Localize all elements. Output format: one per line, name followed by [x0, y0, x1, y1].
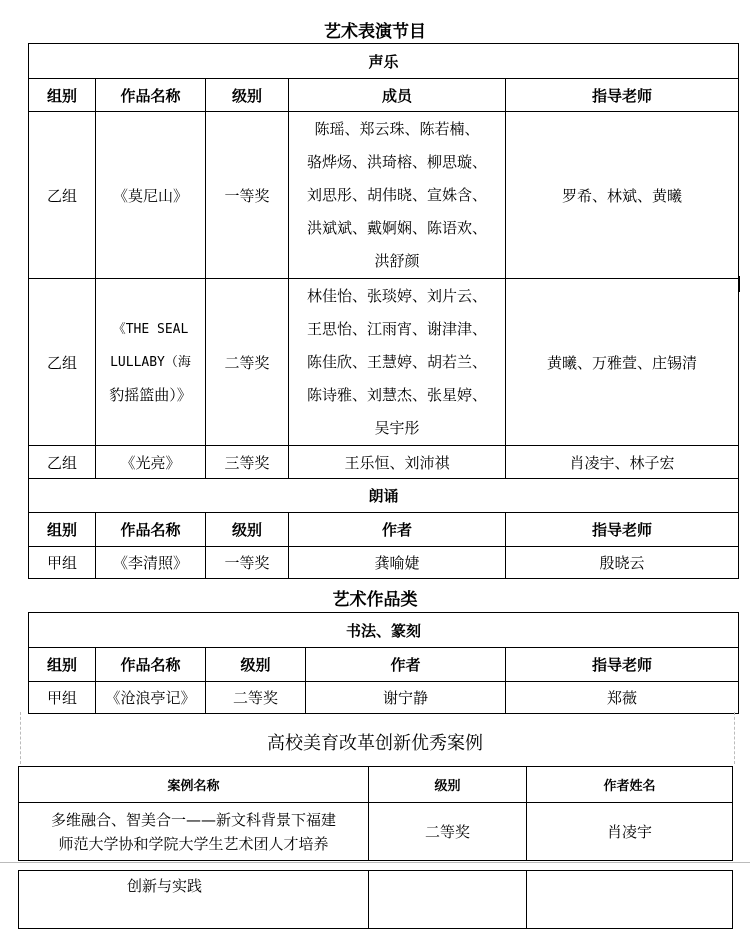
work-line: 豹摇篮曲）》 [109, 385, 192, 404]
section-recitation: 朗诵 [29, 479, 739, 513]
cell-teacher: 郑薇 [506, 682, 739, 714]
header-teachers: 指导老师 [506, 513, 739, 547]
table-row [29, 112, 739, 279]
cell-group: 甲组 [29, 547, 96, 579]
cases-continuation-table [18, 870, 733, 929]
cell-teachers: 黄曦、万雅萱、庄锡清 [506, 279, 739, 446]
recitation-header-row [29, 513, 739, 547]
header-case-name: 案例名称 [19, 767, 369, 803]
case-title: 高校美育改革创新优秀案例 [267, 733, 483, 754]
header-members: 成员 [289, 79, 506, 112]
header-case-level: 级别 [369, 767, 527, 803]
table-row [29, 446, 739, 479]
cell-empty [527, 871, 733, 929]
cell-group: 乙组 [29, 446, 96, 479]
section-vocal: 声乐 [29, 44, 739, 79]
text-cursor [738, 276, 740, 292]
member-line: 王思怡、江雨宵、谢津津、 [306, 319, 487, 338]
cell-teacher: 殷晓云 [506, 547, 739, 579]
cell-teachers: 肖凌宇、林子宏 [506, 446, 739, 479]
cell-group: 甲组 [29, 682, 96, 714]
cell-work [96, 279, 206, 446]
header-group: 组别 [29, 79, 96, 112]
cell-teachers: 罗希、林斌、黄曦 [506, 112, 739, 279]
art-works-title: 艺术作品类 [332, 590, 418, 610]
header-group: 组别 [29, 648, 96, 682]
vocal-recitation-table [28, 43, 739, 579]
header-level: 级别 [206, 648, 306, 682]
header-work: 作品名称 [96, 79, 206, 112]
calligraphy-table [28, 612, 739, 714]
page-break-line [0, 862, 750, 863]
cases-header-row [19, 767, 733, 803]
cell-case-name [19, 803, 369, 861]
header-group: 组别 [29, 513, 96, 547]
cell-work: 《李清照》 [96, 547, 206, 579]
header-author: 作者 [306, 648, 506, 682]
cell-level: 三等奖 [206, 446, 289, 479]
cell-case-name-continued: 创新与实践 [19, 871, 369, 929]
calligraphy-header-row [29, 648, 739, 682]
cell-members: 王乐恒、刘沛祺 [289, 446, 506, 479]
member-line: 陈诗雅、刘慧杰、张星婷、 [306, 385, 487, 404]
cell-case-author: 肖凌宇 [527, 803, 733, 861]
cell-empty [369, 871, 527, 929]
header-teachers: 指导老师 [506, 648, 739, 682]
work-line: LULLABY（海 [110, 354, 191, 370]
header-author: 作者 [289, 513, 506, 547]
work-line: 《THE SEAL [112, 321, 189, 337]
cell-work: 《沧浪亭记》 [96, 682, 206, 714]
cell-members [289, 112, 506, 279]
cell-work: 《光亮》 [96, 446, 206, 479]
cell-level: 一等奖 [206, 547, 289, 579]
cell-group: 乙组 [29, 279, 96, 446]
member-line: 陈佳欣、王慧婷、胡若兰、 [306, 352, 487, 371]
case-name-line: 师范大学协和学院大学生艺术团人才培养 [58, 834, 329, 853]
case-name-line: 多维融合、智美合一——新文科背景下福建 [50, 810, 336, 829]
header-work: 作品名称 [96, 648, 206, 682]
member-line: 洪舒颜 [374, 251, 420, 270]
member-line: 骆烨炀、洪琦榕、柳思璇、 [306, 152, 487, 171]
cell-author: 龚喻婕 [289, 547, 506, 579]
table-row [19, 803, 733, 861]
header-teachers: 指导老师 [506, 79, 739, 112]
member-line: 陈瑶、郑云珠、陈若楠、 [314, 119, 480, 138]
header-level: 级别 [206, 513, 289, 547]
page-title: 艺术表演节目 [324, 22, 426, 42]
cell-work: 《莫尼山》 [96, 112, 206, 279]
vocal-header-row [29, 79, 739, 112]
header-work: 作品名称 [96, 513, 206, 547]
table-row [19, 871, 733, 929]
cell-members [289, 279, 506, 446]
cell-level: 二等奖 [206, 279, 289, 446]
table-row [29, 547, 739, 579]
table-row [29, 279, 739, 446]
header-case-author: 作者姓名 [527, 767, 733, 803]
member-line: 林佳怡、张琰婷、刘片云、 [306, 286, 487, 305]
cell-author: 谢宁静 [306, 682, 506, 714]
cell-case-level: 二等奖 [369, 803, 527, 861]
table-row [29, 682, 739, 714]
cell-level: 二等奖 [206, 682, 306, 714]
header-level: 级别 [206, 79, 289, 112]
member-line: 洪斌斌、戴婀娴、陈语欢、 [306, 218, 487, 237]
member-line: 刘思彤、胡伟晓、宣姝含、 [306, 185, 487, 204]
cell-level: 一等奖 [206, 112, 289, 279]
cell-group: 乙组 [29, 112, 96, 279]
section-calligraphy: 书法、篆刻 [29, 613, 739, 648]
member-line: 吴宇彤 [374, 418, 420, 437]
cases-table [18, 766, 733, 861]
